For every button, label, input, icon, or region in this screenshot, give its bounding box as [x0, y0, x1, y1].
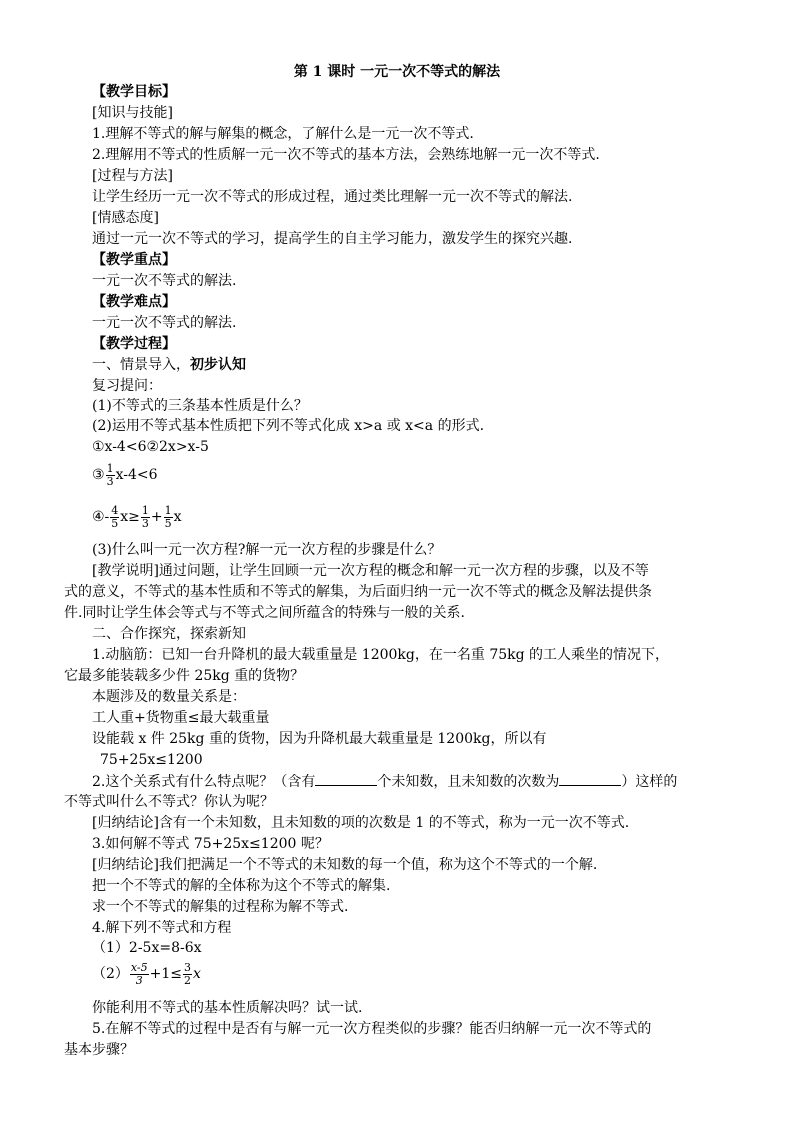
exercise-3	[92, 458, 158, 492]
fraction-denominator: 5	[111, 516, 119, 530]
heading-key-point: 【教学重点】	[92, 252, 176, 268]
review-question-1: (1)不等式的三条基本性质是什么？	[92, 398, 308, 414]
task-5-line-2: 基本步骤？	[64, 1042, 134, 1058]
fraction-denominator: 2	[184, 973, 192, 987]
page-title: 第 1 课时 一元一次不等式的解法	[293, 64, 501, 80]
task-4: 4.解下列不等式和方程	[92, 920, 232, 936]
subheading-knowledge: [知识与技能]	[92, 105, 173, 121]
fraction-one-third	[106, 463, 115, 488]
task-2-text-c: ）这样的	[621, 774, 678, 790]
task-4-item-2-label: （2）	[92, 966, 129, 982]
difficulty-text: 一元一次不等式的解法.	[92, 315, 237, 331]
fraction-x-minus-5-over-3	[130, 962, 149, 987]
exercise-4-variable: x	[173, 509, 182, 525]
task-2-line-1	[92, 771, 677, 792]
fraction-one-third	[141, 505, 150, 530]
knowledge-item-1: 1.理解不等式的解与解集的概念，了解什么是一元一次不等式.	[92, 126, 474, 142]
task-1-setup: 设能载 x 件 25kg 重的货物，因为升降机最大载重量是 1200kg，所以有	[92, 731, 547, 747]
fraction-numerator: 3	[184, 960, 192, 974]
heading-difficulty: 【教学难点】	[92, 294, 176, 310]
task-1-line-1: 1.动脑筋：已知一台升降机的最大载重量是 1200kg，在一名重 75kg 的工人乘坐的情况下，	[92, 647, 670, 663]
task-4-item-2	[92, 956, 201, 992]
task-1-inequality: 75+25x≤1200	[100, 752, 203, 768]
section-1-heading	[92, 355, 246, 375]
task-5-line-1: 5.在解不等式的过程中是否有与解一元一次方程类似的步骤？能否归纳解一元一次不等式的	[92, 1021, 652, 1037]
task-2-text-a: 2.这个关系式有什么特点呢？（含有	[92, 774, 316, 790]
task-2-line-2: 不等式叫什么不等式？你认为呢？	[64, 794, 274, 810]
task-4-try: 你能利用不等式的基本性质解决吗？试一试.	[92, 1000, 363, 1016]
fraction-numerator: 1	[141, 503, 149, 517]
subheading-emotion: [情感态度]	[92, 210, 159, 226]
heading-teaching-process: 【教学过程】	[92, 336, 176, 352]
review-question-3: (3)什么叫一元一次方程?解一元一次方程的步骤是什么？	[92, 542, 442, 558]
key-point-text: 一元一次不等式的解法.	[92, 273, 237, 289]
fraction-denominator: 5	[164, 516, 172, 530]
knowledge-item-2: 2.理解用不等式的性质解一元一次不等式的基本方法，会熟练地解一元一次不等式.	[92, 147, 600, 163]
task-1-line-2: 它最多能装载多少件 25kg 重的货物？	[64, 668, 305, 684]
subheading-process: [过程与方法]	[92, 168, 173, 184]
fraction-denominator: 3	[135, 973, 143, 987]
task-4-item-2-mid: +1≤	[149, 966, 183, 982]
conclusion-4: 求一个不等式的解集的过程称为解不等式.	[92, 899, 349, 915]
teaching-note-line-3: 件.同时让学生体会等式与不等式之间所蕴含的特殊与一般的关系.	[64, 605, 465, 621]
exercise-4-mid: x≥	[120, 509, 140, 525]
emotion-text: 通过一元一次不等式的学习，提高学生的自主学习能力，激发学生的探究兴趣.	[92, 231, 573, 247]
conclusion-3: 把一个不等式的解的全体称为这个不等式的解集.	[92, 878, 391, 894]
conclusion-2: [归纳结论]我们把满足一个不等式的未知数的每一个值，称为这个不等式的一个解.	[92, 857, 598, 873]
fraction-denominator: 3	[141, 516, 149, 530]
fraction-numerator: 1	[106, 461, 114, 475]
process-text: 让学生经历一元一次不等式的形成过程，通过类比理解一元一次不等式的解法.	[92, 189, 573, 205]
fraction-three-halves	[183, 962, 192, 987]
task-4-item-1: （1）2-5x=8-6x	[92, 940, 202, 956]
teaching-note-line-2: 式的意义，不等式的基本性质和不等式的解集，为后面归纳一元一次不等式的概念及解法提供条	[64, 584, 652, 600]
fraction-denominator: 3	[106, 474, 114, 488]
plus-sign: +	[150, 509, 163, 525]
exercise-1-2: ①x-4<6②2x>x-5	[92, 439, 209, 455]
task-2-text-b: 个未知数，且未知数的次数为	[377, 774, 560, 790]
exercise-3-label: ③	[92, 467, 105, 483]
exercise-4-label: ④-	[92, 509, 110, 525]
fraction-four-fifths	[110, 505, 119, 530]
fraction-numerator: x-5	[130, 960, 148, 974]
exercise-3-expression: x-4<6	[115, 467, 158, 483]
section-1-heading-a: 一、情景导入，	[92, 357, 190, 373]
review-label: 复习提问：	[92, 378, 162, 394]
fraction-numerator: 4	[111, 503, 119, 517]
task-4-item-2-variable: x	[193, 966, 201, 982]
fill-in-blank-1	[315, 771, 377, 786]
section-2-heading: 二、合作探究，探索新知	[92, 626, 246, 642]
task-3: 3.如何解不等式 75+25x≤1200 呢？	[92, 836, 329, 852]
fraction-one-fifth	[164, 505, 173, 530]
review-question-2: (2)运用不等式基本性质把下列不等式化成 x>a 或 x<a 的形式.	[92, 418, 485, 434]
task-1-relation-label: 本题涉及的数量关系是：	[92, 689, 246, 705]
task-1-relation: 工人重+货物重≤最大载重量	[92, 710, 270, 726]
exercise-4	[92, 500, 182, 534]
heading-teaching-goals: 【教学目标】	[92, 84, 176, 100]
fill-in-blank-2	[559, 771, 621, 786]
conclusion-1: [归纳结论]含有一个未知数，且未知数的项的次数是 1 的不等式，称为一元一次不等式.	[92, 815, 630, 831]
section-1-heading-b: 初步认知	[190, 357, 246, 373]
fraction-numerator: 1	[164, 503, 172, 517]
teaching-note-line-1: [教学说明]通过问题，让学生回顾一元一次方程的概念和解一元一次方程的步骤，以及不等	[92, 563, 649, 579]
